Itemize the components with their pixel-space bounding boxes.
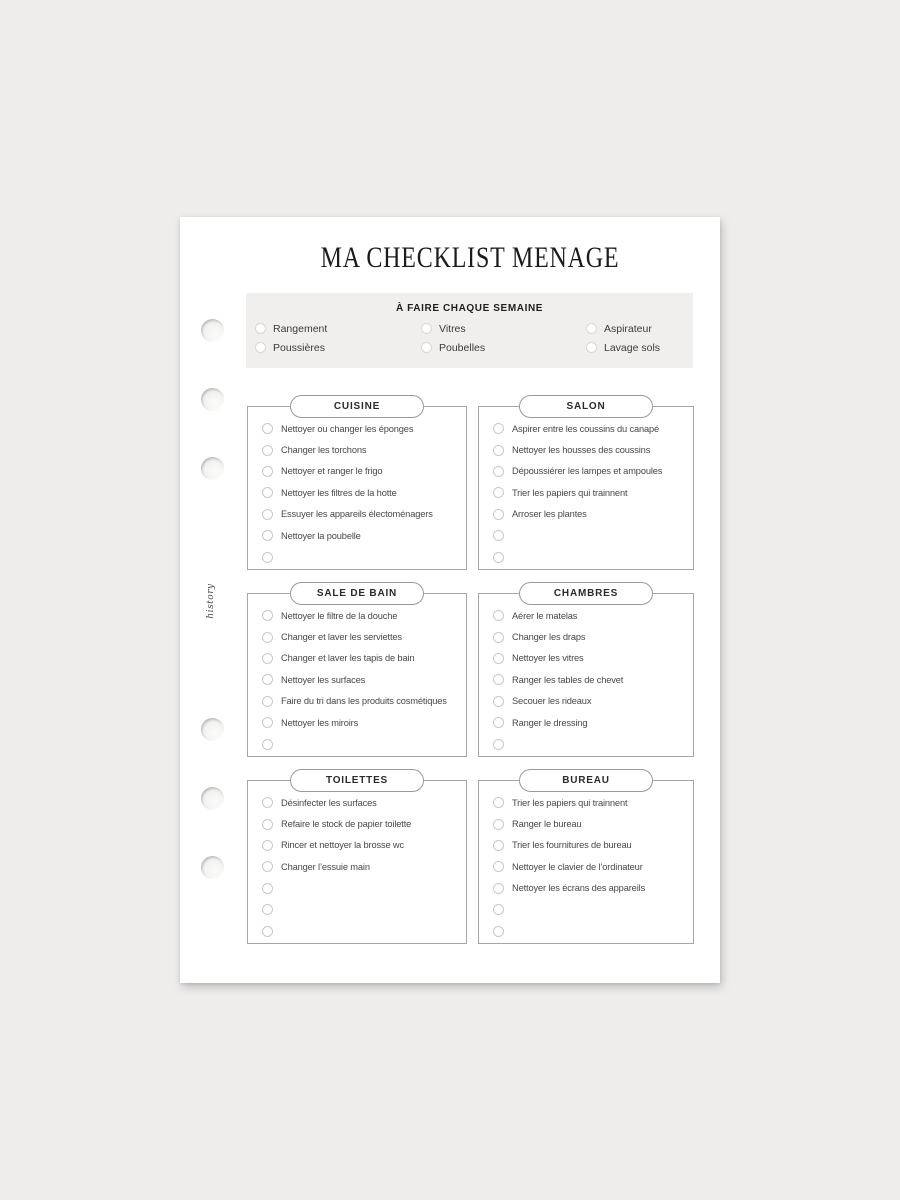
item-checkbox[interactable] — [493, 530, 504, 541]
section-panel-cuisine — [247, 401, 467, 570]
checklist-item — [493, 856, 693, 877]
binder-hole — [201, 388, 224, 411]
item-label: Changer et laver les serviettes — [281, 632, 402, 643]
binder-hole — [201, 457, 224, 480]
item-label: Arroser les plantes — [512, 509, 587, 520]
section-title: SALON — [566, 401, 606, 412]
section-title-pill — [519, 582, 653, 605]
item-label: Nettoyer les housses des coussins — [512, 445, 651, 456]
section-panel-toilettes — [247, 775, 467, 944]
item-checkbox[interactable] — [493, 509, 504, 520]
section-item-list — [248, 781, 466, 942]
checklist-item — [493, 899, 693, 920]
brand-watermark: history — [206, 583, 216, 619]
weekly-item-poussi-res — [255, 338, 421, 357]
item-checkbox[interactable] — [262, 610, 273, 621]
item-checkbox[interactable] — [493, 445, 504, 456]
binder-hole — [201, 787, 224, 810]
item-label: Nettoyer les vitres — [512, 653, 584, 664]
item-checkbox[interactable] — [262, 423, 273, 434]
item-checkbox[interactable] — [262, 530, 273, 541]
weekly-checkbox[interactable] — [421, 323, 432, 334]
checklist-item — [493, 813, 693, 834]
item-checkbox[interactable] — [493, 466, 504, 477]
checklist-item — [262, 626, 466, 647]
item-checkbox[interactable] — [493, 552, 504, 563]
item-checkbox[interactable] — [262, 674, 273, 685]
item-label: Ranger les tables de chevet — [512, 674, 624, 685]
checklist-item — [493, 525, 693, 546]
weekly-item-rangement — [255, 319, 421, 338]
planner-page — [180, 217, 720, 983]
item-label: Ranger le bureau — [512, 819, 582, 830]
section-title: SALE DE BAIN — [316, 588, 398, 599]
item-checkbox[interactable] — [493, 674, 504, 685]
checklist-item — [493, 461, 693, 482]
weekly-checkbox-label: Vitres — [439, 322, 466, 335]
item-label: Faire du tri dans les produits cosmétiques — [281, 696, 447, 707]
checklist-item — [493, 504, 693, 525]
section-title: CUISINE — [333, 401, 381, 412]
item-checkbox[interactable] — [262, 445, 273, 456]
binder-hole — [201, 856, 224, 879]
weekly-item-poubelles — [421, 338, 586, 357]
item-checkbox[interactable] — [262, 487, 273, 498]
item-label: Changer et laver les tapis de bain — [281, 653, 415, 664]
section-title-pill — [290, 769, 424, 792]
item-checkbox[interactable] — [493, 840, 504, 851]
checklist-item — [262, 813, 466, 834]
item-label: Trier les papiers qui trainnent — [512, 487, 628, 498]
item-label: Nettoyer les miroirs — [281, 717, 359, 728]
item-label: Nettoyer la poubelle — [281, 530, 361, 541]
item-checkbox[interactable] — [493, 632, 504, 643]
checklist-item — [493, 605, 693, 626]
section-title-pill — [290, 582, 424, 605]
item-checkbox[interactable] — [493, 819, 504, 830]
checklist-item — [493, 733, 693, 754]
section-title-pill — [519, 395, 653, 418]
item-checkbox[interactable] — [262, 632, 273, 643]
section-item-list — [248, 594, 466, 755]
section-panel-salon — [478, 401, 694, 570]
checklist-item — [493, 626, 693, 647]
item-checkbox[interactable] — [262, 883, 273, 894]
item-checkbox[interactable] — [493, 717, 504, 728]
section-title: CHAMBRES — [553, 588, 619, 599]
item-checkbox[interactable] — [262, 861, 273, 872]
item-checkbox[interactable] — [262, 509, 273, 520]
checklist-item — [262, 856, 466, 877]
item-label: Rincer et nettoyer la brosse wc — [281, 840, 404, 851]
section-panel-chambres — [478, 588, 694, 757]
checklist-item — [262, 525, 466, 546]
checklist-item — [493, 712, 693, 733]
checklist-item — [262, 733, 466, 754]
checklist-item — [262, 691, 466, 712]
item-label: Trier les fournitures de bureau — [512, 840, 632, 851]
weekly-item-lavage-sols — [586, 338, 693, 357]
item-checkbox[interactable] — [262, 797, 273, 808]
item-label: Refaire le stock de papier toilette — [281, 819, 412, 830]
item-label: Changer l’essuie main — [281, 861, 370, 872]
checklist-item — [262, 461, 466, 482]
item-checkbox[interactable] — [493, 423, 504, 434]
checklist-item — [262, 899, 466, 920]
weekly-checkbox-label: Lavage sols — [604, 341, 661, 354]
checklist-item — [262, 648, 466, 669]
item-checkbox[interactable] — [262, 926, 273, 937]
weekly-checkbox[interactable] — [586, 323, 597, 334]
weekly-checkbox-label: Poussières — [273, 341, 325, 354]
item-checkbox[interactable] — [262, 552, 273, 563]
checklist-item — [493, 920, 693, 941]
weekly-panel — [246, 293, 693, 368]
item-label: Aspirer entre les coussins du canapé — [512, 423, 660, 434]
weekly-checkbox-label: Poubelles — [439, 341, 486, 354]
checklist-item — [493, 669, 693, 690]
checklist-item — [262, 878, 466, 899]
section-item-list — [479, 594, 693, 755]
weekly-checkbox[interactable] — [421, 342, 432, 353]
weekly-checkbox[interactable] — [255, 342, 266, 353]
item-label: Désinfecter les surfaces — [281, 797, 377, 808]
checklist-item — [262, 504, 466, 525]
weekly-checkbox-label: Rangement — [273, 322, 328, 335]
item-checkbox[interactable] — [262, 653, 273, 664]
weekly-checkbox[interactable] — [586, 342, 597, 353]
checklist-item — [262, 482, 466, 503]
item-checkbox[interactable] — [262, 466, 273, 477]
checklist-item — [493, 482, 693, 503]
section-item-list — [248, 407, 466, 568]
item-checkbox[interactable] — [493, 883, 504, 894]
item-label: Changer les draps — [512, 632, 586, 643]
item-label: Ranger le dressing — [512, 717, 588, 728]
item-checkbox[interactable] — [262, 717, 273, 728]
weekly-checkbox-label: Aspirateur — [604, 322, 652, 335]
item-label: Nettoyer le clavier de l’ordinateur — [512, 861, 643, 872]
checklist-item — [262, 669, 466, 690]
weekly-grid — [246, 319, 693, 357]
checklist-item — [262, 439, 466, 460]
item-checkbox[interactable] — [262, 840, 273, 851]
item-checkbox[interactable] — [493, 797, 504, 808]
checklist-item — [262, 418, 466, 439]
section-item-list — [479, 407, 693, 568]
item-checkbox[interactable] — [493, 861, 504, 872]
item-checkbox[interactable] — [493, 487, 504, 498]
item-checkbox[interactable] — [493, 904, 504, 915]
item-checkbox[interactable] — [262, 739, 273, 750]
checklist-item — [262, 792, 466, 813]
checklist-item — [493, 439, 693, 460]
item-label: Changer les torchons — [281, 445, 367, 456]
item-checkbox[interactable] — [262, 904, 273, 915]
item-label: Nettoyer et ranger le frigo — [281, 466, 383, 477]
item-checkbox[interactable] — [493, 739, 504, 750]
weekly-title: À FAIRE CHAQUE SEMAINE — [395, 303, 544, 314]
weekly-item-vitres — [421, 319, 586, 338]
weekly-checkbox[interactable] — [255, 323, 266, 334]
item-label: Nettoyer les écrans des appareils — [512, 883, 646, 894]
section-title: TOILETTES — [325, 775, 389, 786]
checklist-item — [262, 546, 466, 567]
item-label: Aérer le matelas — [512, 610, 578, 621]
checklist-item — [262, 605, 466, 626]
section-panel-bureau — [478, 775, 694, 944]
item-checkbox[interactable] — [262, 696, 273, 707]
checklist-item — [493, 792, 693, 813]
checklist-item — [493, 835, 693, 856]
checklist-item — [493, 878, 693, 899]
item-label: Trier les papiers qui trainnent — [512, 797, 628, 808]
checklist-item — [262, 920, 466, 941]
checklist-item — [493, 648, 693, 669]
item-checkbox[interactable] — [262, 819, 273, 830]
binder-hole — [201, 319, 224, 342]
item-label: Secouer les rideaux — [512, 696, 592, 707]
section-title: BUREAU — [562, 775, 610, 786]
checklist-item — [493, 691, 693, 712]
page-title: MA CHECKLIST MENAGE — [320, 241, 620, 274]
item-checkbox[interactable] — [493, 926, 504, 937]
weekly-item-aspirateur — [586, 319, 693, 338]
item-checkbox[interactable] — [493, 610, 504, 621]
item-label: Dépoussiérer les lampes et ampoules — [512, 466, 663, 477]
binder-hole — [201, 718, 224, 741]
item-label: Nettoyer ou changer les éponges — [281, 423, 414, 434]
item-label: Nettoyer les filtres de la hotte — [281, 487, 397, 498]
item-label: Essuyer les appareils électoménagers — [281, 509, 433, 520]
item-label: Nettoyer les surfaces — [281, 674, 366, 685]
checklist-item — [262, 712, 466, 733]
item-label: Nettoyer le filtre de la douche — [281, 610, 398, 621]
item-checkbox[interactable] — [493, 696, 504, 707]
section-title-pill — [290, 395, 424, 418]
checklist-item — [493, 546, 693, 567]
item-checkbox[interactable] — [493, 653, 504, 664]
section-title-pill — [519, 769, 653, 792]
checklist-item — [262, 835, 466, 856]
section-panel-sale-de-bain — [247, 588, 467, 757]
checklist-item — [493, 418, 693, 439]
section-item-list — [479, 781, 693, 942]
